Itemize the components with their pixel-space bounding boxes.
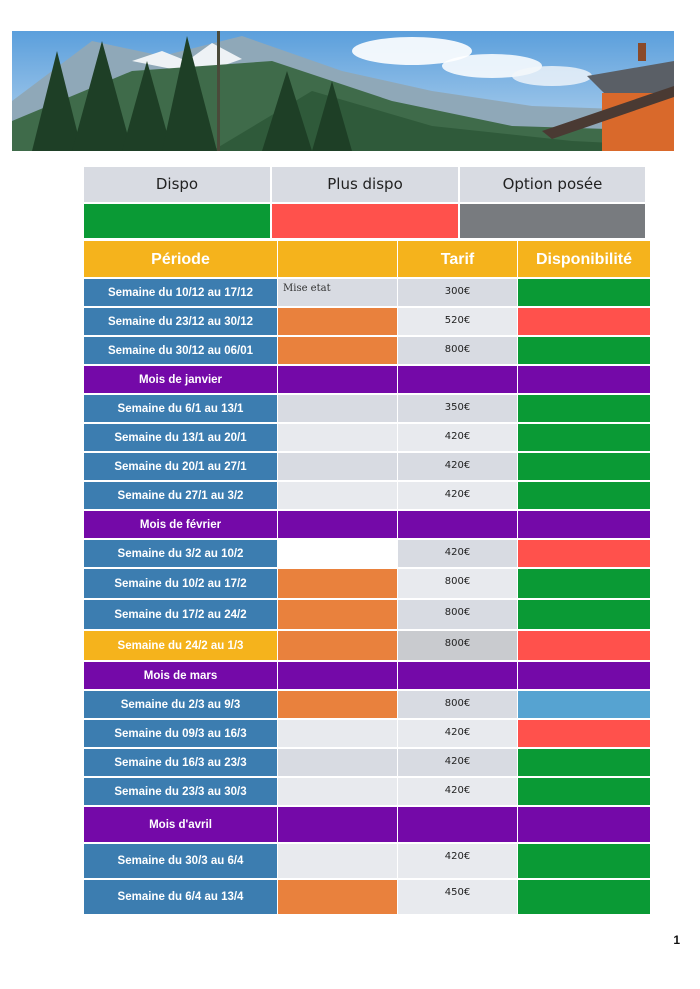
note-cell [278,720,398,749]
price-cell: 420€ [398,424,518,453]
status-cell [518,691,650,720]
table-row [84,482,650,511]
status-cell [518,631,650,662]
note-cell [278,778,398,807]
legend-label-dispo: Dispo [84,167,272,202]
price-cell: 800€ [398,691,518,720]
legend-swatch-option-posee [460,202,645,238]
month-row [84,511,650,540]
note-cell [278,691,398,720]
price-cell: 420€ [398,540,518,569]
table-row [84,279,650,308]
note-cell [278,424,398,453]
price-cell: 420€ [398,778,518,807]
price-cell [398,366,518,395]
table-row [84,540,650,569]
table-row [84,880,650,916]
table-row [84,749,650,778]
note-cell [278,337,398,366]
status-cell [518,600,650,631]
period-label: Semaine du 16/3 au 23/3 [84,749,278,778]
availability-legend [84,167,645,238]
table-row [84,395,650,424]
note-cell [278,749,398,778]
tariff-table [84,241,650,916]
table-header-row [84,241,650,279]
price-cell: 800€ [398,631,518,662]
period-label: Semaine du 23/3 au 30/3 [84,778,278,807]
status-cell [518,844,650,880]
legend-label-option-posee: Option posée [460,167,645,202]
note-cell [278,631,398,662]
header-notes [278,241,398,279]
note-cell [278,366,398,395]
status-cell [518,569,650,600]
period-label: Semaine du 27/1 au 3/2 [84,482,278,511]
status-cell [518,308,650,337]
period-label: Semaine du 24/2 au 1/3 [84,631,278,662]
note-cell [278,453,398,482]
period-label: Semaine du 6/1 au 13/1 [84,395,278,424]
status-cell [518,395,650,424]
price-cell: 420€ [398,844,518,880]
header-disponibilite: Disponibilité [518,241,650,279]
table-row [84,691,650,720]
price-cell: 420€ [398,453,518,482]
status-cell [518,720,650,749]
note-cell [278,600,398,631]
banner-photo [12,31,674,151]
note-cell [278,569,398,600]
period-label: Semaine du 09/3 au 16/3 [84,720,278,749]
status-cell [518,807,650,844]
period-label: Semaine du 13/1 au 20/1 [84,424,278,453]
price-cell: 420€ [398,482,518,511]
period-label: Semaine du 6/4 au 13/4 [84,880,278,916]
note-cell [278,880,398,916]
status-cell [518,337,650,366]
period-label: Semaine du 30/3 au 6/4 [84,844,278,880]
price-cell: 520€ [398,308,518,337]
month-label: Mois de mars [84,662,278,691]
legend-label-plus-dispo: Plus dispo [272,167,460,202]
table-row [84,778,650,807]
status-cell [518,662,650,691]
status-cell [518,880,650,916]
header-periode: Période [84,241,278,279]
note-cell [278,540,398,569]
table-row [84,600,650,631]
status-cell [518,366,650,395]
header-tarif: Tarif [398,241,518,279]
price-cell: 350€ [398,395,518,424]
status-cell [518,778,650,807]
month-row [84,807,650,844]
price-cell: 450€ [398,880,518,916]
price-cell: 800€ [398,337,518,366]
period-label: Semaine du 3/2 au 10/2 [84,540,278,569]
table-row [84,720,650,749]
note-cell [278,395,398,424]
month-label: Mois de janvier [84,366,278,395]
legend-swatch-dispo [84,202,272,238]
price-cell [398,807,518,844]
note-cell [278,844,398,880]
note-cell [278,662,398,691]
table-row [84,569,650,600]
note-cell [278,511,398,540]
period-label: Semaine du 2/3 au 9/3 [84,691,278,720]
month-label: Mois d'avril [84,807,278,844]
table-row [84,631,650,662]
table-body [84,279,650,916]
table-row [84,424,650,453]
price-cell [398,662,518,691]
status-cell [518,279,650,308]
price-cell: 800€ [398,600,518,631]
month-row [84,662,650,691]
table-row [84,337,650,366]
table-row [84,308,650,337]
status-cell [518,453,650,482]
period-label: Semaine du 20/1 au 27/1 [84,453,278,482]
month-row [84,366,650,395]
period-label: Semaine du 17/2 au 24/2 [84,600,278,631]
status-cell [518,749,650,778]
status-cell [518,540,650,569]
status-cell [518,511,650,540]
period-label: Semaine du 23/12 au 30/12 [84,308,278,337]
price-cell: 420€ [398,720,518,749]
status-cell [518,424,650,453]
price-cell: 800€ [398,569,518,600]
note-cell: Mise etat [278,279,398,308]
price-cell: 420€ [398,749,518,778]
page-number: 1 [673,933,680,947]
month-label: Mois de février [84,511,278,540]
period-label: Semaine du 30/12 au 06/01 [84,337,278,366]
price-cell: 300€ [398,279,518,308]
period-label: Semaine du 10/12 au 17/12 [84,279,278,308]
status-cell [518,482,650,511]
table-row [84,453,650,482]
price-cell [398,511,518,540]
table-row [84,844,650,880]
note-cell [278,807,398,844]
note-cell [278,482,398,511]
legend-swatch-plus-dispo [272,202,460,238]
note-cell [278,308,398,337]
period-label: Semaine du 10/2 au 17/2 [84,569,278,600]
